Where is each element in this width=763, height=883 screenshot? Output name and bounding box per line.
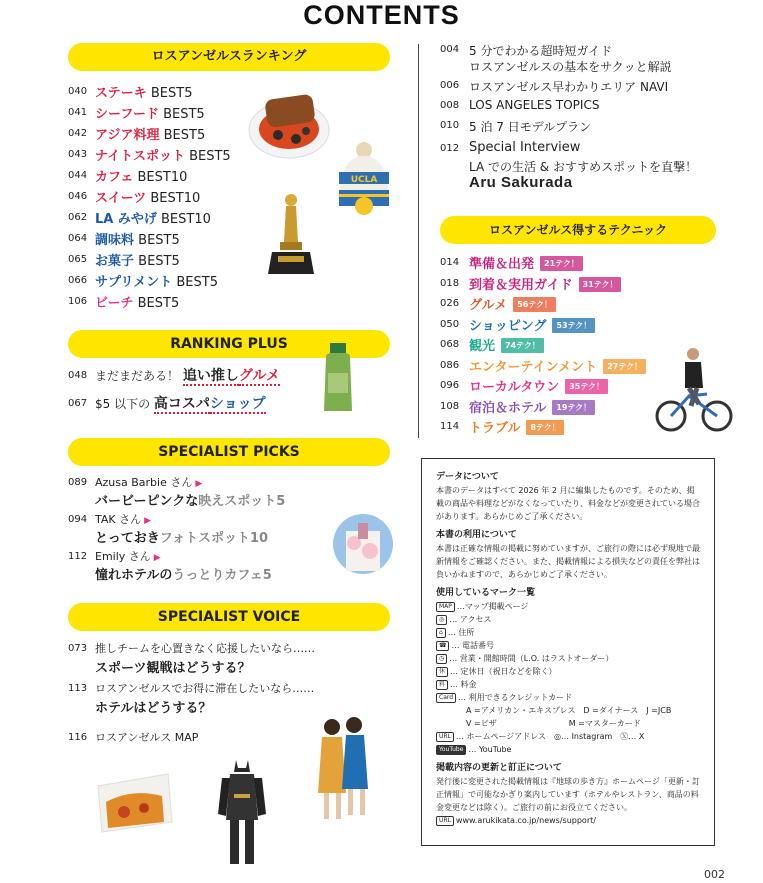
voice-sub: 推しチームを心置きなく応援したいなら…… — [95, 642, 315, 655]
pick-title-accent: うっとりカフェ5 — [172, 568, 272, 583]
info-text-data: 本書のデータはすべて 2026 年 2 月に編集したものです。そのため、掲載の商品や料理などがなくなっていたり、料金などが変更されている場合があります。あらかじめご了承ください。 — [436, 486, 700, 521]
ranking-suffix: BEST5 — [158, 107, 205, 122]
plus-prefix: まだまだある！ — [95, 369, 183, 383]
plus-prefix: $5 以下の — [95, 397, 154, 411]
pick-person-name: Emily さん — [95, 550, 151, 563]
ranking-label — [95, 145, 231, 164]
technique-num: 096 — [440, 380, 460, 391]
ranking-keyword: ビーチ — [95, 296, 134, 311]
technique-label-wrap — [469, 397, 595, 416]
banner-specialist-picks: SPECIALIST PICKS — [68, 438, 390, 466]
pick-person — [95, 474, 202, 490]
mark-icon: 休 — [436, 667, 448, 677]
ranking-keyword: お菓子 — [95, 254, 135, 269]
mark-icon: 料 — [436, 680, 448, 690]
plus-num: 067 — [68, 398, 88, 409]
banner-ranking: ロスアンゼルスランキング — [68, 43, 390, 71]
page-number: 002 — [704, 868, 725, 881]
url-icon: URL — [436, 732, 454, 742]
ranking-keyword: LA みやげ — [95, 212, 157, 227]
pick-title-accent: 映えスポット5 — [198, 494, 286, 509]
ranking-item[interactable] — [68, 166, 318, 186]
ranking-num: 106 — [68, 296, 88, 307]
mark-item — [436, 665, 700, 678]
ranking-num: 044 — [68, 170, 88, 181]
ranking-num: 042 — [68, 128, 88, 139]
support-url-line — [436, 814, 700, 827]
ranking-num: 041 — [68, 107, 88, 118]
voice-sub: ロスアンゼルスでお得に滞在したいなら…… — [95, 682, 315, 695]
technique-num: 086 — [440, 359, 460, 371]
pick-person-name: Azusa Barbie さん — [95, 476, 193, 489]
special-interview — [440, 140, 740, 195]
ranking-label — [95, 208, 211, 227]
toc-item[interactable] — [440, 118, 740, 138]
url-icon: URL — [436, 816, 454, 826]
info-text-updates: 発行後に変更された掲載情報は『地球の歩き方』ホームページ「更新・訂正情報」で可能なかぎり案内しています（ホテルやレストラン、商品の料金変更などは除く）。ご旅行の前にお役立てください。 — [436, 777, 700, 812]
ranking-label — [95, 187, 200, 206]
ranking-suffix: BEST5 — [146, 86, 193, 101]
mark-text: … 営業・開館時間（L.O. はラストオーダー） — [449, 654, 614, 663]
web-line — [436, 730, 700, 743]
ranking-suffix: BEST5 — [159, 128, 206, 143]
mark-text: …マップ掲載ページ — [456, 602, 529, 611]
technique-label-wrap — [469, 335, 544, 354]
mark-item — [436, 626, 700, 639]
ranking-label — [95, 124, 205, 143]
ranking-num: 046 — [68, 191, 88, 202]
voice-num: 116 — [68, 732, 88, 743]
mark-item — [436, 600, 700, 613]
ranking-num: 062 — [68, 212, 88, 223]
pick-num: 089 — [68, 477, 88, 488]
ranking-label — [95, 250, 180, 269]
plus-keyword: 高コスパ — [153, 396, 210, 412]
ranking-num: 066 — [68, 275, 88, 286]
pick-person — [95, 548, 161, 564]
ranking-label — [95, 82, 192, 101]
marks-list — [436, 600, 700, 704]
ranking-suffix: BEST5 — [134, 254, 180, 269]
ranking-suffix: BEST10 — [133, 170, 188, 185]
youtube-icon: YouTube — [436, 745, 466, 755]
ranking-num: 065 — [68, 254, 88, 265]
arrow-icon: ▶ — [144, 516, 152, 526]
ranking-label — [95, 103, 205, 122]
mark-icon: ☎ — [436, 641, 449, 651]
pick-title-accent: フォトスポット10 — [159, 531, 269, 546]
toc-label: ロスアンゼルスの基本をサクッと解説 — [469, 60, 672, 74]
technique-label-wrap — [469, 417, 564, 436]
toc-num: 010 — [440, 120, 460, 131]
technique-label-wrap — [469, 315, 595, 334]
banner-technique: ロスアンゼルス得するテクニック — [440, 216, 716, 244]
youtube-text: … YouTube — [468, 745, 512, 754]
toc-label: 5 分でわかる超時短ガイド — [469, 44, 613, 58]
interview-name: Aru Sakurada — [469, 174, 573, 191]
voice-sub: ロスアンゼルス MAP — [95, 731, 199, 744]
toc-item[interactable] — [440, 98, 740, 118]
technique-label: エンターテインメント — [469, 359, 598, 375]
toc-num: 008 — [440, 100, 460, 111]
batman-figure-photo — [216, 756, 268, 871]
plus-label — [95, 393, 266, 413]
pick-title-main: とっておき — [95, 531, 160, 546]
pick-title — [95, 527, 268, 546]
ranking-suffix: BEST10 — [146, 191, 201, 206]
pick-person — [95, 511, 151, 527]
support-url[interactable]: www.arukikata.co.jp/news/support/ — [455, 816, 596, 825]
ranking-num: 064 — [68, 233, 88, 244]
technique-item[interactable] — [440, 294, 650, 314]
ranking-plus-item[interactable] — [68, 393, 318, 417]
info-heading-usage: 本書の利用について — [436, 530, 517, 540]
technique-label: 到着＆実用ガイド — [469, 277, 573, 293]
ranking-suffix: BEST5 — [134, 233, 180, 248]
ucla-beanie-photo — [333, 142, 395, 218]
voice-num: 113 — [68, 683, 88, 694]
banner-ranking-plus: RANKING PLUS — [68, 330, 390, 358]
interview-num: 012 — [440, 143, 460, 154]
mark-text: … 利用できるクレジットカード — [458, 693, 573, 702]
specialist-pick-item[interactable] — [68, 548, 318, 584]
trophy-photo — [268, 190, 314, 278]
pick-num: 112 — [68, 551, 88, 562]
ranking-label — [95, 292, 179, 311]
mark-text: … 料金 — [450, 680, 477, 689]
cyclist-photo — [655, 346, 735, 436]
technique-item[interactable] — [440, 315, 650, 335]
voice-title: スポーツ観戦はどうする？ — [95, 661, 251, 676]
ranking-label — [95, 166, 187, 185]
technique-label-wrap — [469, 376, 608, 395]
technique-count-badge: 56テク！ — [513, 297, 556, 312]
toc-num: 004 — [440, 44, 460, 55]
arrow-icon: ▶ — [195, 479, 203, 489]
technique-label-wrap — [469, 356, 646, 375]
ranking-num: 043 — [68, 149, 88, 160]
ranking-suffix: BEST10 — [156, 212, 211, 227]
ranking-suffix: BEST5 — [184, 149, 231, 164]
ranking-keyword: カフェ — [95, 170, 134, 185]
arrow-icon: ▶ — [153, 553, 161, 563]
technique-count-badge: 31テク！ — [579, 277, 622, 292]
ranking-keyword: サプリメント — [95, 275, 173, 290]
technique-label: ローカルタウン — [469, 380, 560, 395]
ranking-item[interactable] — [68, 292, 318, 312]
technique-item[interactable] — [440, 335, 650, 355]
mark-icon: MAP — [436, 602, 455, 612]
toc-label: LOS ANGELES TOPICS — [469, 98, 600, 112]
interview-title: Special Interview — [469, 140, 581, 155]
mark-icon: ◷ — [436, 654, 447, 664]
mark-item — [436, 678, 700, 691]
ranking-suffix: BEST5 — [133, 296, 180, 311]
ranking-label — [95, 271, 218, 290]
info-box — [421, 458, 715, 846]
plus-keyword-accent: ショップ — [209, 396, 266, 412]
technique-label: 観光 — [469, 339, 496, 354]
info-text-usage: 本書は正確な情報の掲載に努めていますが、ご旅行の際には必ず現地で最新情報をご確認ください。また、掲載情報による損失などの責任を弊社は負いかねますので、あらかじめご了承ください。 — [436, 544, 700, 579]
technique-item[interactable] — [440, 356, 650, 376]
technique-item[interactable] — [440, 274, 650, 294]
mark-text: … 電話番号 — [451, 641, 495, 650]
technique-item[interactable] — [440, 397, 650, 417]
technique-label: ショッピング — [469, 318, 547, 334]
technique-count-badge: 27テク！ — [603, 359, 646, 374]
toc-item[interactable] — [440, 78, 740, 98]
pick-title-main: バービーピンクな — [95, 494, 199, 509]
technique-count-badge: 35テク！ — [565, 379, 608, 394]
pick-title — [95, 490, 285, 509]
pick-person-name: TAK さん — [95, 513, 142, 526]
technique-label: 準備＆出発 — [469, 257, 535, 272]
technique-count-badge: 21テク！ — [540, 256, 583, 271]
technique-label: トラブル — [469, 421, 521, 436]
technique-num: 050 — [440, 318, 460, 330]
beanie-text: UCLA — [350, 175, 378, 185]
ranking-label — [95, 229, 180, 248]
mark-item — [436, 613, 700, 626]
banner-specialist-voice: SPECIALIST VOICE — [68, 603, 390, 631]
technique-label: グルメ — [469, 298, 508, 313]
specialist-pick-item[interactable] — [68, 511, 318, 547]
toc-label: ロスアンゼルス早わかりエリア NAVI — [469, 80, 669, 94]
mark-text: … 定休日（祝日などを除く） — [450, 667, 557, 676]
plus-keyword: 追い推し — [182, 368, 239, 384]
mark-item — [436, 691, 700, 704]
ranking-keyword: ステーキ — [95, 86, 147, 101]
technique-label: 宿泊＆ホテル — [469, 400, 547, 416]
technique-num: 026 — [440, 298, 460, 309]
technique-num: 018 — [440, 277, 460, 289]
pink-building-photo — [332, 513, 394, 575]
technique-label-wrap — [469, 294, 556, 313]
pick-num: 094 — [68, 514, 88, 525]
info-heading-updates: 掲載内容の更新と訂正について — [436, 763, 562, 773]
web-text: … ホームページアドレス ◎… Instagram Ⓧ… X — [455, 732, 645, 741]
info-heading-marks: 使用しているマーク一覧 — [436, 588, 536, 598]
column-divider — [418, 44, 419, 438]
technique-count-badge: 53テク！ — [552, 318, 595, 333]
voice-title: ホテルはどうする？ — [95, 701, 212, 716]
ranking-keyword: シーフード — [95, 107, 159, 122]
voice-num: 073 — [68, 643, 88, 654]
technique-label-wrap — [469, 274, 621, 293]
technique-label-wrap — [469, 253, 583, 272]
ranking-num: 040 — [68, 86, 88, 97]
pick-title — [95, 564, 272, 583]
women-photo — [308, 713, 378, 825]
mark-item — [436, 652, 700, 665]
technique-item[interactable] — [440, 253, 650, 273]
technique-num: 108 — [440, 400, 460, 412]
ranking-keyword: アジア料理 — [95, 128, 160, 143]
ranking-keyword: 調味料 — [95, 233, 135, 248]
mark-icon: ◎ — [436, 615, 447, 625]
technique-count-badge: 74テク！ — [501, 338, 544, 353]
page-title: CONTENTS — [303, 0, 460, 30]
cards-line-1: A =アメリカン・エキスプレス D =ダイナース J =JCB — [466, 706, 672, 715]
top-right-list — [440, 42, 740, 140]
mark-icon: Card — [436, 693, 456, 703]
technique-item[interactable] — [440, 417, 650, 437]
youtube-line — [436, 743, 700, 756]
plus-num: 048 — [68, 370, 88, 381]
cards-line-2: V =ビザ M =マスターカード — [466, 719, 641, 728]
technique-num: 068 — [440, 339, 460, 350]
toc-num: 006 — [440, 80, 460, 91]
mark-text: … 住所 — [447, 628, 475, 637]
mark-text: … アクセス — [449, 615, 492, 624]
ranking-suffix: BEST5 — [172, 275, 218, 290]
specialist-voice-item[interactable] — [68, 640, 368, 678]
mark-icon: ⌂ — [436, 628, 446, 638]
smoothie-bottle-photo — [318, 343, 358, 415]
plus-keyword-accent: グルメ — [238, 368, 280, 384]
technique-count-badge: 8テク！ — [526, 420, 563, 435]
ranking-keyword: スイーツ — [95, 191, 147, 206]
seafood-photo — [248, 85, 330, 160]
technique-num: 114 — [440, 421, 460, 432]
pick-title-main: 憧れホテルの — [95, 568, 173, 583]
info-heading-data: データについて — [436, 472, 499, 482]
technique-num: 014 — [440, 257, 460, 268]
plus-label — [95, 365, 280, 385]
burrito-photo — [92, 766, 174, 836]
toc-label: 5 泊 7 日モデルプラン — [469, 120, 592, 134]
ranking-plus-item[interactable] — [68, 365, 318, 389]
interview-sub: LA での生活 & おすすめスポットを直撃！ — [469, 160, 698, 174]
specialist-pick-item[interactable] — [68, 474, 318, 510]
technique-count-badge: 19テク！ — [552, 400, 595, 415]
technique-item[interactable] — [440, 376, 650, 396]
mark-item — [436, 639, 700, 652]
toc-item[interactable] — [440, 42, 740, 78]
ranking-keyword: ナイトスポット — [95, 149, 185, 164]
